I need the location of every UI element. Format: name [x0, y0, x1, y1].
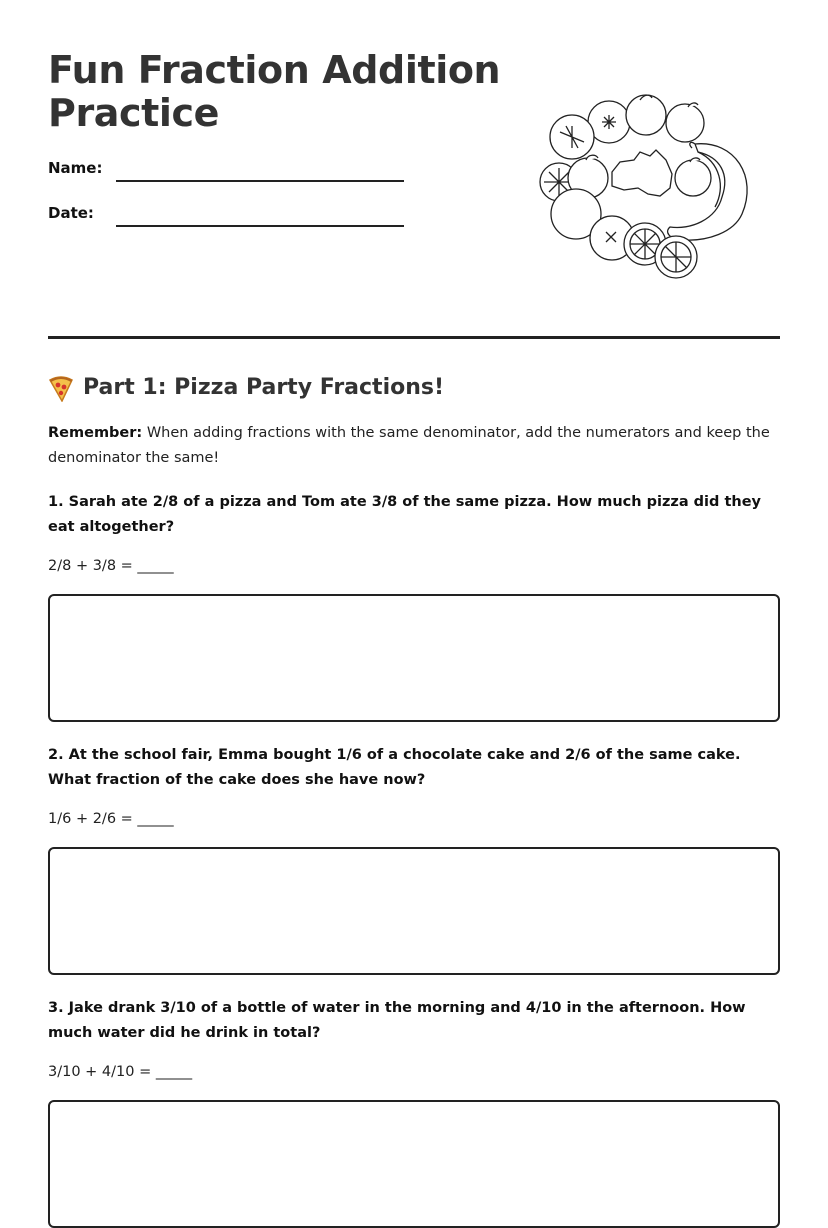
question-2-equation: 1/6 + 2/6 = _____: [48, 811, 174, 827]
page-title: Fun Fraction Addition Practice: [48, 48, 501, 135]
question-1-answer-box[interactable]: [48, 594, 780, 722]
remember-note: [48, 421, 780, 471]
question-3-answer-box[interactable]: [48, 1100, 780, 1228]
section-title-text: Part 1: Pizza Party Fractions!: [83, 375, 445, 400]
remember-text: When adding fractions with the same denominator, add the numerators and keep the denominator the same!: [48, 425, 770, 466]
section-divider: [48, 336, 780, 339]
question-2-text: 2. At the school fair, Emma bought 1/6 of a chocolate cake and 2/6 of the same cake. What fraction of the cake does she have now?: [48, 747, 741, 788]
fruit-circle-illustration-icon: [530, 82, 760, 287]
pizza-icon: [48, 374, 74, 402]
date-field[interactable]: [116, 225, 404, 227]
question-2-answer-box[interactable]: [48, 847, 780, 975]
date-label: Date:: [48, 204, 94, 222]
question-1-equation: 2/8 + 3/8 = _____: [48, 558, 174, 574]
section-title: [48, 372, 444, 404]
question-1-text: 1. Sarah ate 2/8 of a pizza and Tom ate 3/8 of the same pizza. How much pizza did they eat altogether?: [48, 494, 761, 535]
question-3-equation: 3/10 + 4/10 = _____: [48, 1064, 193, 1080]
name-label: Name:: [48, 159, 103, 177]
name-field[interactable]: [116, 180, 404, 182]
remember-label: Remember:: [48, 425, 143, 441]
question-3-text: 3. Jake drank 3/10 of a bottle of water in the morning and 4/10 in the afternoon. How much water did he drink in total?: [48, 1000, 746, 1041]
